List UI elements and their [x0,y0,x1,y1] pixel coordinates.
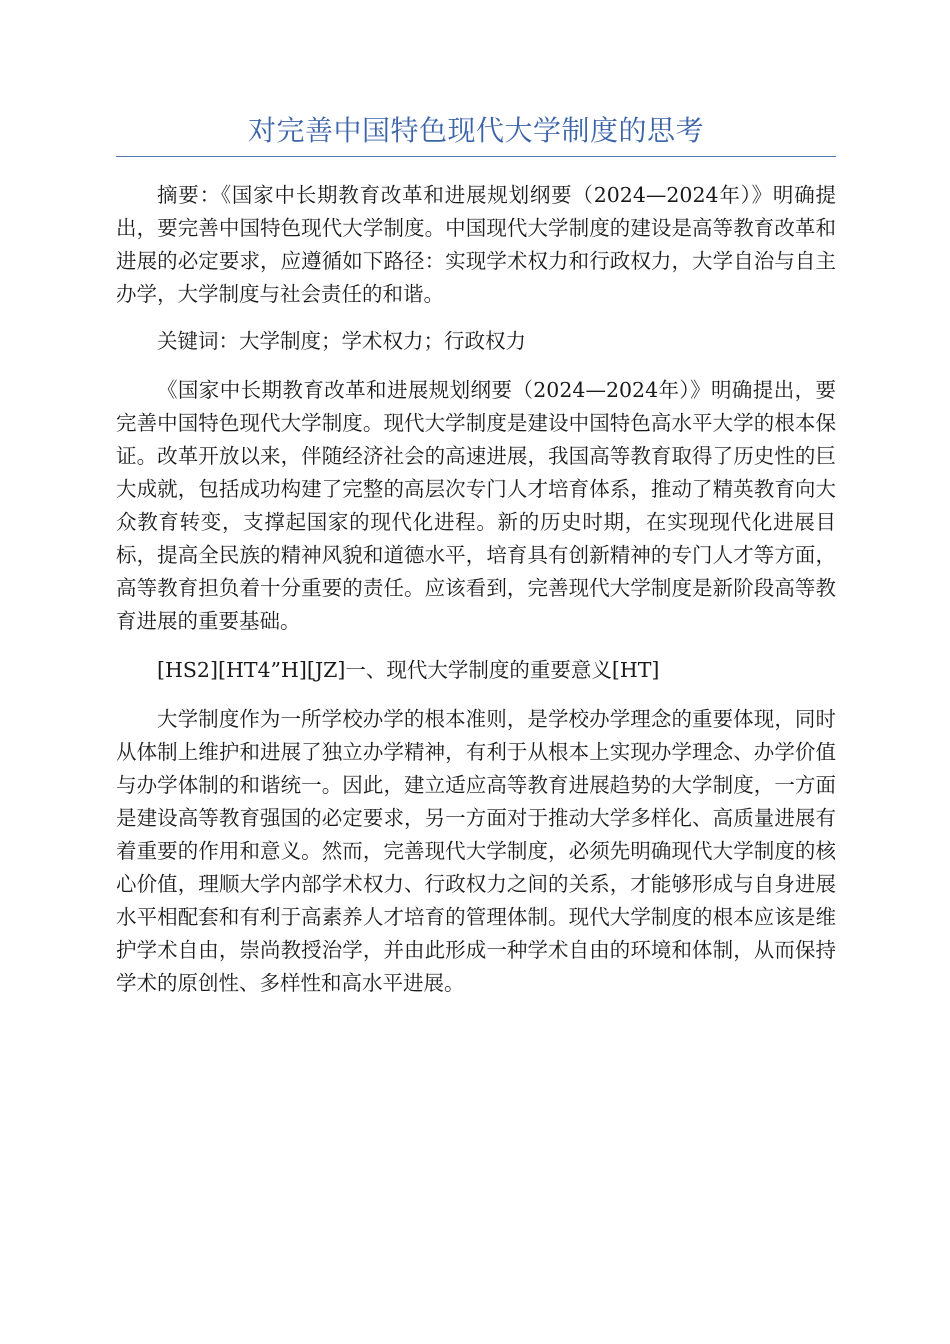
document-title: 对完善中国特色现代大学制度的思考 [116,108,836,157]
body-paragraph-2: 大学制度作为一所学校办学的根本准则，是学校办学理念的重要体现，同时从体制上维护和进展了独立办学精神，有利于从根本上实现办学理念、办学价值与办学体制的和谐统一。因此，建立适应高等教育进展趋势的大学制度，一方面是建设高等教育强国的必定要求，另一方面对于推动大学多样化、高质量进展有着重要的作用和意义。然而，完善现代大学制度，必须先明确现代大学制度的核心价值，理顺大学内部学术权力、行政权力之间的关系，才能够形成与自身进展水平相配套和有利于高素养人才培育的管理体制。现代大学制度的根本应该是维护学术自由，崇尚教授治学，并由此形成一种学术自由的环境和体制，从而保持学术的原创性、多样性和高水平进展。 [116,707,836,995]
section-heading: [HS2][HT4”H][JZ]一、现代大学制度的重要意义[HT] [157,658,660,682]
abstract-paragraph: 摘要：《国家中长期教育改革和进展规划纲要（2024—2024年）》明确提出，要完善中国特色现代大学制度。中国现代大学制度的建设是高等教育改革和进展的必定要求，应遵循如下路径：实现学术权力和行政权力，大学自治与自主办学，大学制度与社会责任的和谐。 [116,183,836,306]
document-page [116,108,836,1000]
body-paragraph-1: 《国家中长期教育改革和进展规划纲要（2024—2024年）》明确提出，要完善中国特色现代大学制度。现代大学制度是建设中国特色高水平大学的根本保证。改革开放以来，伴随经济社会的高速进展，我国高等教育取得了历史性的巨大成就，包括成功构建了完整的高层次专门人才培育体系，推动了精英教育向大众教育转变，支撑起国家的现代化进程。新的历史时期，在实现现代化进展目标，提高全民族的精神风貌和道德水平，培育具有创新精神的专门人才等方面，高等教育担负着十分重要的责任。应该看到，完善现代大学制度是新阶段高等教育进展的重要基础。 [116,378,836,633]
keywords-line: 关键词：大学制度；学术权力；行政权力 [157,329,526,353]
